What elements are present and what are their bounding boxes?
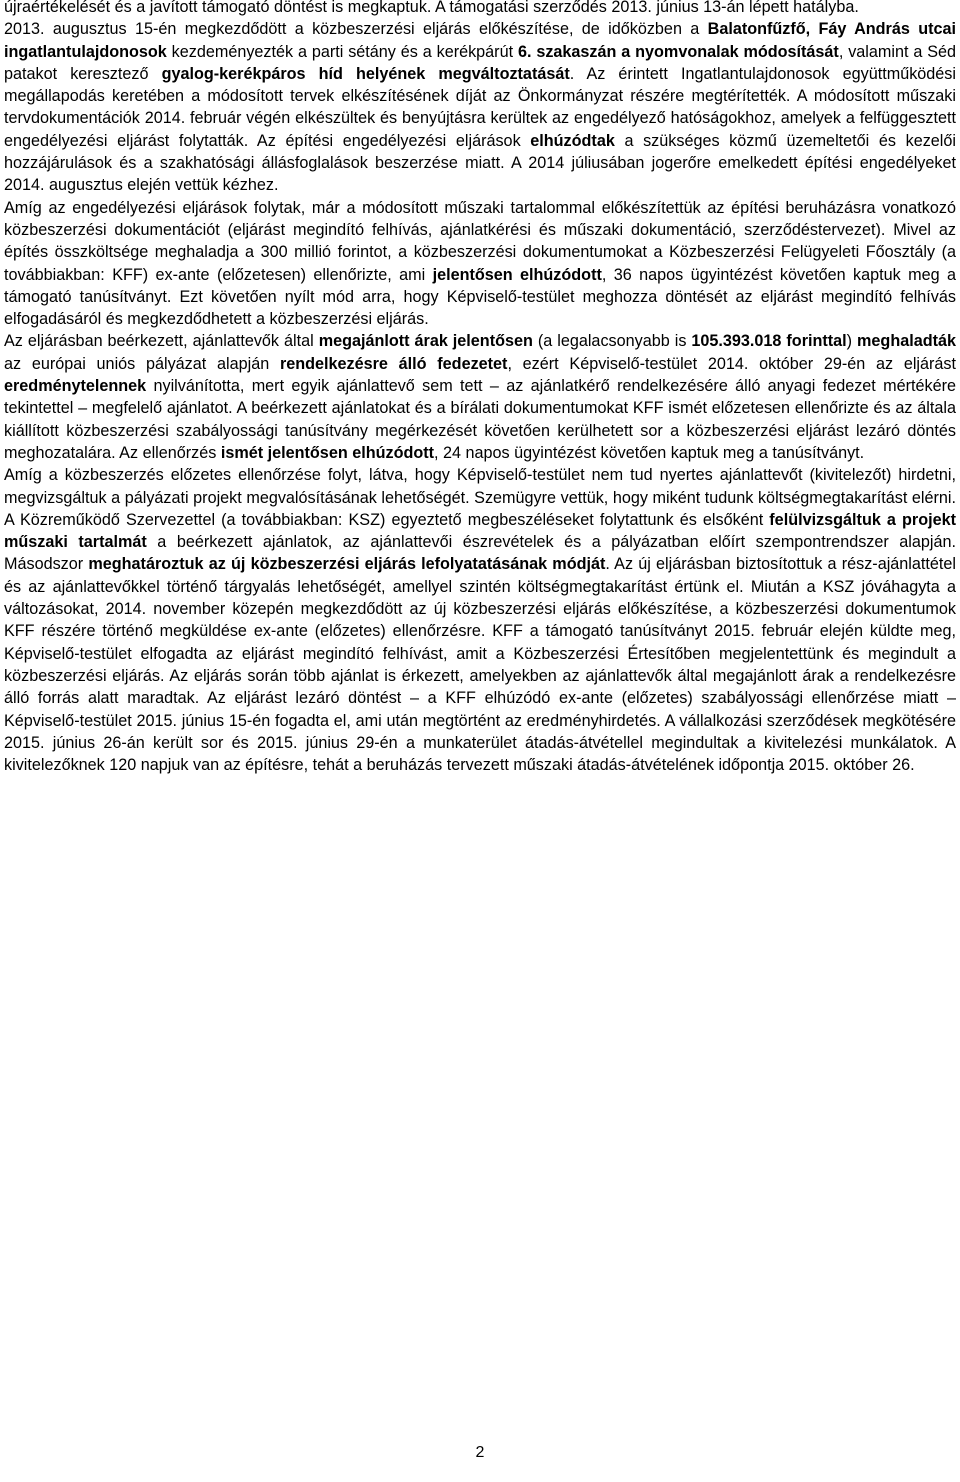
text-run: nyilvánította, mert egyik ajánlattevő sem tett – az ajánlatkérő rendelkezésére álló anyagi fedezet mértékére tekintettel – megfelelő ajánlatot. A beérkezett ajánlatokat és a bírálati dokumentumokat KFF ismét előzetesen ellenőrizte és az általa kiállított közbeszerzési szabályossági tanúsítvány megérkezését követően kerülhetett sor a közbeszerzési eljárást lezáró döntés meghozatalára. Az ellenőrzés [4,377,956,462]
text-run: , ezért Képviselő-testület 2014. október 29-én az eljárást [507,354,957,373]
text-run: kezdeményezték a parti sétány és a kerékpárút [166,42,518,61]
text-run: , 24 napos ügyintézést követően kaptuk meg a tanúsítványt. [434,443,865,462]
body-text [4,0,956,776]
paragraph [4,330,956,464]
bold-text: meghatároztuk az új közbeszerzési eljárás lefolyatatásának módját [88,555,606,574]
bold-text: 6. szakaszán a nyomvonalak módosítását [517,42,839,61]
bold-text: jelentősen elhúzódott [432,265,602,284]
text-run: , 36 napos ügyintézést követően kaptuk meg a támogató tanúsítványt. Ezt követően nyílt mód arra, hogy Képviselő-testület meghozza döntését az eljárást megindító felhívás elfogadásáról és megkezdődhetett a közbeszerzési eljárás. [4,265,957,329]
text-run: ) [846,332,858,351]
paragraph [4,197,956,331]
text-run: . Az érintett Ingatlantulajdonosok együttműködési megállapodás keretében a módosított tervek elkészítésének díját az Önkormányzat részére megtérítették. A módosított műszaki tervdokumentációk 2014. február végén elkészültek és benyújtásra kerültek az engedélyező hatóságokhoz, amelyek a felfüggesztett engedélyezési eljárást folytatták. Az építési engedélyezési eljárások [4,64,956,150]
paragraph [4,18,956,196]
text-run: újraértékelését és a javított támogató döntést is megkaptuk. A támogatási szerződés 2013. június 13-án lépett hatályba. [4,0,859,16]
text-run: Amíg a közbeszerzés előzetes ellenőrzése folyt, látva, hogy Képviselő-testület nem tud nyertes ajánlattevőt (kivitelezőt) hirdetni, megvizsgáltuk a pályázati projekt megvalósításának lehetőségét. Szemügyre vettük, hogy miként tudunk költségmegtakarítást elérni. A Közreműködő Szervezettel (a továbbiakban: KSZ) egyeztető megbeszéléseket folytattunk és elsőként [4,466,956,529]
bold-text: elhúzódtak [530,131,615,150]
text-run: a szükséges közmű üzemeltetői és kezelői hozzájárulások és a szakhatósági állásfoglalások beszerzése miatt. A 2014 júliusában jogerőre emelkedett építési engedélyeket 2014. augusztus elején vettük kézhez. [4,131,956,195]
bold-text: 105.393.018 forinttal [691,332,847,351]
bold-text: Balatonfűzfő, Fáy András utcai ingatlantulajdonosok [4,20,956,61]
text-run: Amíg az engedélyezési eljárások folytak, már a módosított műszaki tartalommal előkészítettük az építési beruházásra vonatkozó közbeszerzési dokumentációt (eljárást megindító felhívás, ajánlatkérési és műszaki dokumentáció, szerződéstervezet). Mivel az építés összköltsége meghaladja a 300 millió forintot, a közbeszerzési dokumentumokat a Közbeszerzési Felügyeleti Főosztály (a továbbiakban: KFF) ex-ante (előzetesen) ellenőrizte, ami [4,198,956,284]
text-run: . Az új eljárásban biztosítottuk a rész-ajánlattétel és az ajánlattevőkkel történő tárgyalás lehetőségét, amellyel szintén költségmegtakarítást értünk el. Miután a KSZ jóváhagyta a változásokat, 2014. november közepén megkezdődött az új közbeszerzési eljárás előkészítése, a közbeszerzési dokumentumok KFF részére történő megküldése ex-ante (előzetes) ellenőrzésre. KFF a támogató tanúsítványt 2015. február elején küldte meg, Képviselő-testület elfogadta az eljárást megindító felhívást, amit a Közbeszerzési Értesítőben megjelentettünk és megindult a közbeszerzési eljárás. Az eljárás során több ajánlat is érkezett, amelyekben az ajánlattevők által megajánlott árak a rendelkezésre álló forrás alatt maradtak. Az eljárást lezáró döntést – a KFF elhúzódó ex-ante (előzetes) szabályossági ellenőrzése miatt – Képviselő-testület 2015. június 15-én fogadta el, ami után megtörtént az eredményhirdetés. A vállalkozási szerződések megkötésére 2015. június 26-án került sor és 2015. június 29-én a munkaterület átadás-átvétellel megindultak a kivitelezési munkálatok. A kivitelezőknek 120 napjuk van az építésre, tehát a beruházás tervezett műszaki átadás-átvételének időpontja 2015. október 26. [4,555,956,775]
text-run: az európai uniós pályázat alapján [4,354,280,373]
text-run: , valamint a Séd patakot keresztező [4,42,957,83]
bold-text: rendelkezésre álló fedezetet [279,354,508,373]
bold-text: eredménytelennek [4,377,147,396]
paragraph [4,464,956,776]
text-run: (a legalacsonyabb is [532,332,692,351]
bold-text: gyalog-kerékpáros híd helyének megváltoztatását [161,64,570,83]
paragraph [4,0,956,18]
text-run: a beérkezett ajánlatok, az ajánlattevői észrevételek és a pályázatban előírt szempontrendszer alapján. Másodszor [4,533,957,574]
page-number: 2 [475,1444,485,1461]
bold-text: felülvizsgáltuk a projekt műszaki tartalmát [4,510,956,552]
bold-text: meghaladták [857,332,956,351]
text-run: Az eljárásban beérkezett, ajánlattevők által [4,332,319,351]
bold-text: megajánlott árak jelentősen [318,332,533,351]
text-run: 2013. augusztus 15-én megkezdődött a közbeszerzési eljárás előkészítése, de időközben a [4,20,708,39]
bold-text: ismét jelentősen elhúzódott [220,443,435,462]
